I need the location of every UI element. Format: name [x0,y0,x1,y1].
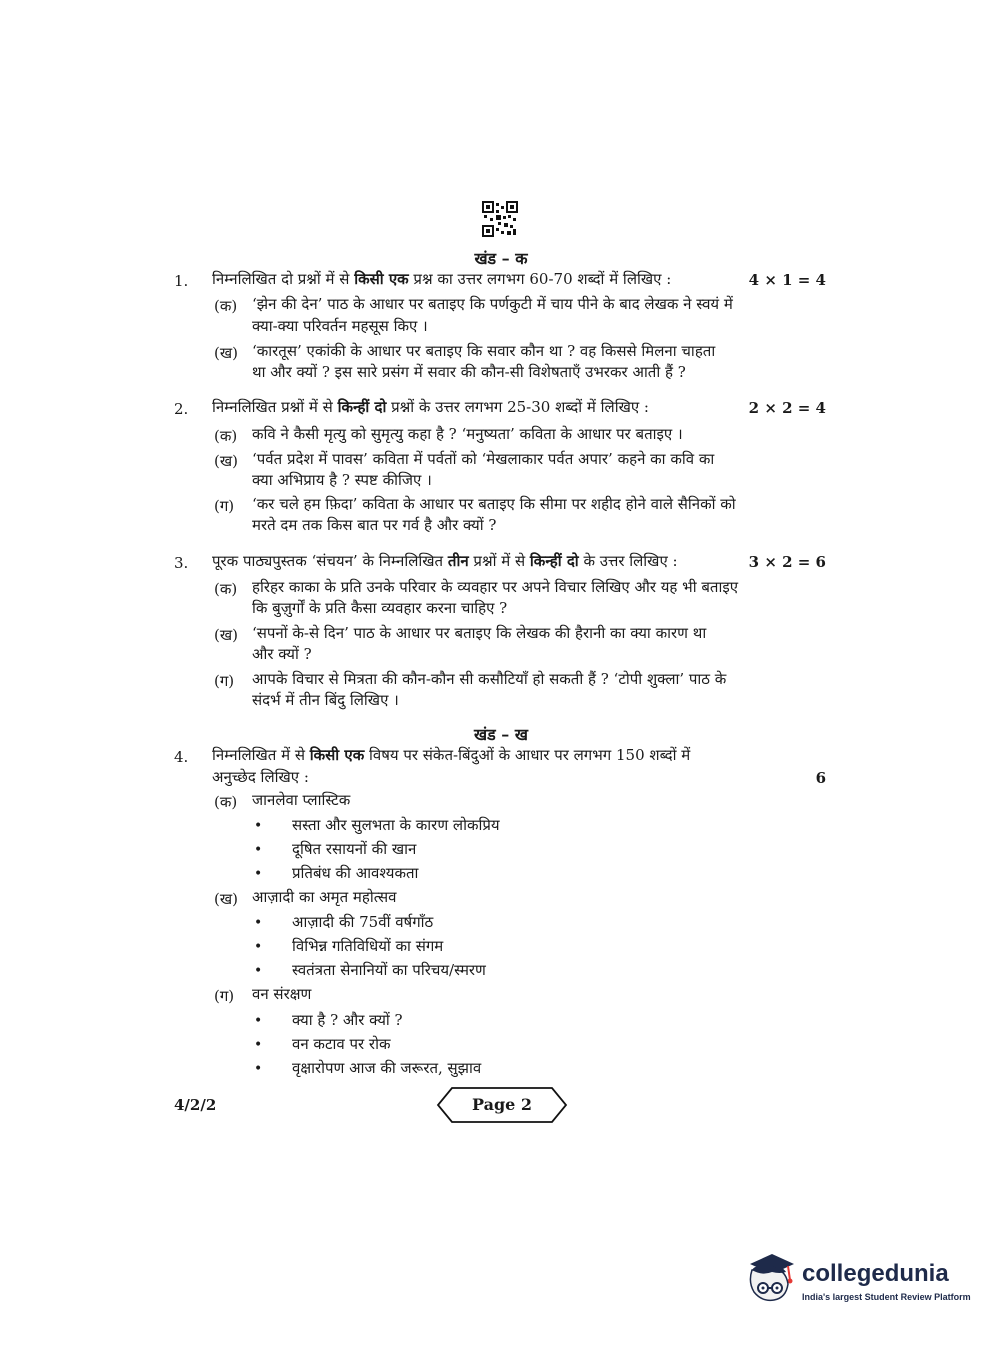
q4-number: 4. [174,748,189,766]
logo-tagline: India's largest Student Review Platform [802,1292,971,1302]
q4c-point2: वन कटाव पर रोक [292,1035,391,1053]
q2b-label: (ख) [214,452,238,470]
q3-marks: 3 × 2 = 6 [748,553,826,571]
q3b-label: (ख) [214,626,238,644]
q4c-point3: वृक्षारोपण आज की जरूरत, सुझाव [292,1059,482,1077]
q3-number: 3. [174,554,189,572]
q4c-title: वन संरक्षण [252,985,312,1003]
bullet-icon: • [254,1013,263,1029]
q4b-point1: आज़ादी की 75वीं वर्षगाँठ [292,913,434,931]
q4c-point1: क्या है ? और क्यों ? [292,1011,403,1029]
q1b-label: (ख) [214,344,238,362]
bullet-icon: • [254,915,263,931]
q3c-line1: आपके विचार से मित्रता की कौन-कौन सी कसौटियाँ हो सकती हैं ? ‘टोपी शुक्ला’ पाठ के [252,670,727,688]
q3b-line2: और क्यों ? [252,645,312,663]
q4a-label: (क) [214,793,238,811]
q2b-line1: ‘पर्वत प्रदेश में पावस’ कविता में पर्वतों को ‘मेखलाकार पर्वत अपार’ कहने का कवि का [252,450,715,468]
q4a-point2: दूषित रसायनों की खान [292,840,417,858]
collegedunia-logo [742,1250,972,1314]
bullet-icon: • [254,842,263,858]
q4b-label: (ख) [214,890,238,908]
section-a-title: खंड – क [474,249,528,268]
bullet-icon: • [254,963,263,979]
q1b-line2: था और क्यों ? इस सारे प्रसंग में सवार की कौन-सी विशेषताएँ उभरकर आती हैं ? [252,363,686,381]
bullet-icon: • [254,1061,263,1077]
q2a-label: (क) [214,427,238,445]
q3a-line2: कि बुज़ुर्गों के प्रति कैसा व्यवहार करना चाहिए ? [252,599,508,617]
q2-instruction: निम्नलिखित प्रश्नों में से किन्हीं दो प्रश्नों के उत्तर लगभग 25-30 शब्दों में लिखिए : [212,398,649,416]
q3b-line1: ‘सपनों के-से दिन’ पाठ के आधार पर बताइए कि लेखक की हैरानी का क्या कारण था [252,624,707,642]
q4a-title: जानलेवा प्लास्टिक [252,791,351,809]
q4b-point2: विभिन्न गतिविधियों का संगम [292,937,444,955]
page-number-badge [436,1086,568,1124]
qr-code-icon [482,201,518,237]
q1-instruction: निम्नलिखित दो प्रश्नों में से किसी एक प्रश्न का उत्तर लगभग 60-70 शब्दों में लिखिए : [212,270,672,288]
q3a-line1: हरिहर काका के प्रति उनके परिवार के व्यवहार पर अपने विचार लिखिए और यह भी बताइए [252,578,739,596]
q3-instruction: पूरक पाठ्यपुस्तक ‘संचयन’ के निम्नलिखित तीन प्रश्नों में से किन्हीं दो के उत्तर लिखिए : [212,552,678,570]
section-b-title: खंड – ख [474,725,528,744]
q4-marks: 6 [815,769,826,787]
q2c-label: (ग) [214,497,235,515]
bullet-icon: • [254,866,263,882]
student-mascot-icon [742,1250,798,1310]
q2a-line1: कवि ने कैसी मृत्यु को सुमृत्यु कहा है ? ‘मनुष्यता’ कविता के आधार पर बताइए । [252,425,683,443]
q3c-label: (ग) [214,672,235,690]
q1b-line1: ‘कारतूस’ एकांकी के आधार पर बताइए कि सवार कौन था ? वह किससे मिलना चाहता [252,342,716,360]
q4c-label: (ग) [214,987,235,1005]
bullet-icon: • [254,939,263,955]
q4a-point3: प्रतिबंध की आवश्यकता [292,864,419,882]
q1-number: 1. [174,272,189,290]
page-number: Page 2 [471,1095,533,1114]
q4-instruction-line2: अनुच्छेद लिखिए : [212,768,309,786]
q1a-line2: क्या-क्या परिवर्तन महसूस किए । [252,317,428,335]
q1a-line1: ‘झेन की देन’ पाठ के आधार पर बताइए कि पर्णकुटी में चाय पीने के बाद लेखक ने स्वयं में [252,295,733,313]
q4b-point3: स्वतंत्रता सेनानियों का परिचय/स्मरण [292,961,486,979]
bullet-icon: • [254,818,263,834]
bullet-icon: • [254,1037,263,1053]
q2-number: 2. [174,400,189,418]
q1a-label: (क) [214,297,238,315]
q3c-line2: संदर्भ में तीन बिंदु लिखिए । [252,691,399,709]
q2c-line1: ‘कर चले हम फ़िदा’ कविता के आधार पर बताइए कि सीमा पर शहीद होने वाले सैनिकों को [252,495,736,513]
q4-instruction: निम्नलिखित में से किसी एक विषय पर संकेत-बिंदुओं के आधार पर लगभग 150 शब्दों में [212,746,691,764]
paper-code: 4/2/2 [174,1096,217,1114]
q1-marks: 4 × 1 = 4 [748,271,826,289]
q3a-label: (क) [214,580,238,598]
logo-wordmark: collegedunia [802,1260,949,1287]
q4a-point1: सस्ता और सुलभता के कारण लोकप्रिय [292,816,500,834]
q4b-title: आज़ादी का अमृत महोत्सव [252,888,397,906]
q2c-line2: मरते दम तक किस बात पर गर्व है और क्यों ? [252,516,497,534]
q2b-line2: क्या अभिप्राय है ? स्पष्ट कीजिए । [252,471,432,489]
q2-marks: 2 × 2 = 4 [748,399,826,417]
